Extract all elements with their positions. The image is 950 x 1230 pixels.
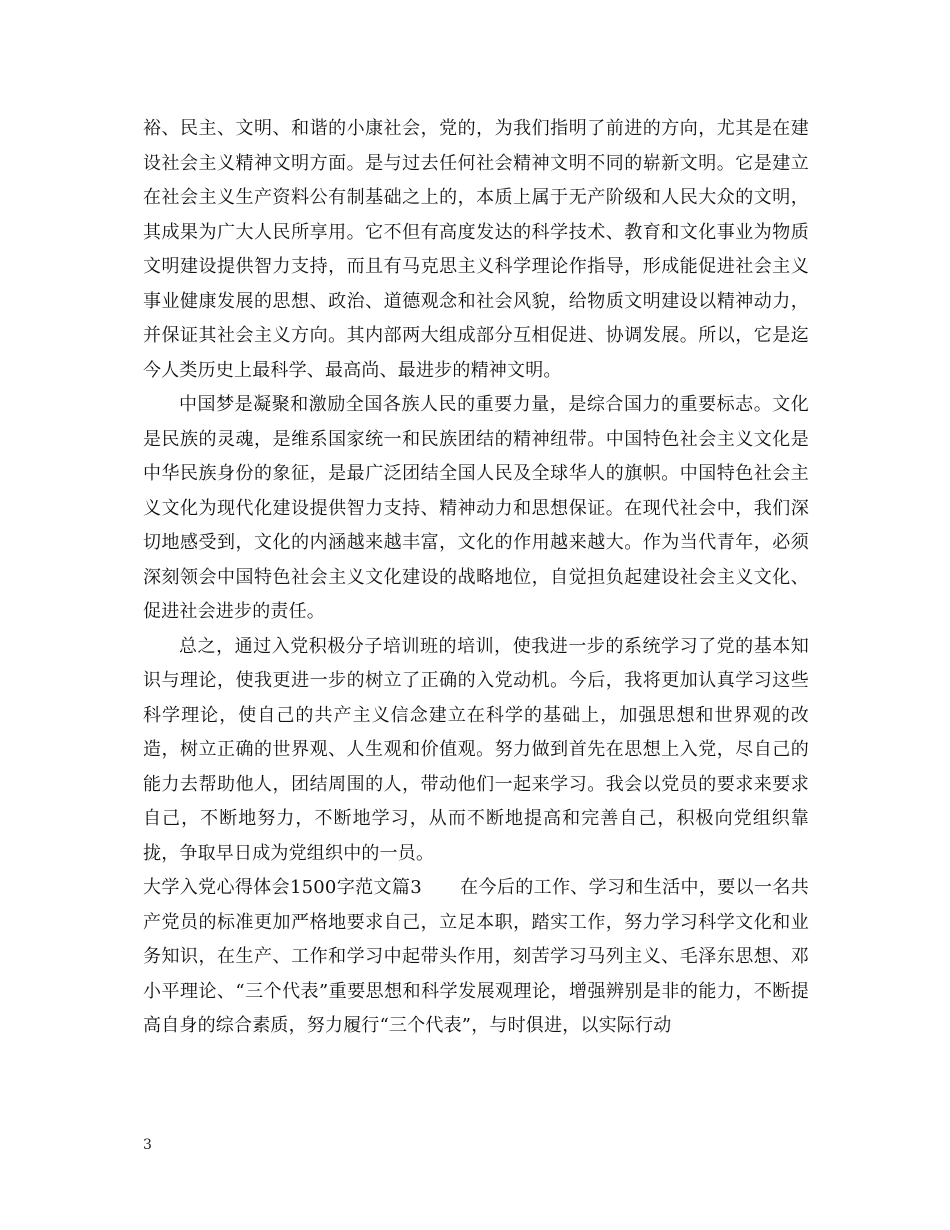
section-title: 大学入党心得体会1500字范文篇3 <box>143 877 422 898</box>
paragraph-3: 总之，通过入党积极分子培训班的培训，使我进一步的系统学习了党的基本知识与理论，使我更进一步的树立了正确的入党动机。今后，我将更加认真学习这些科学理论，使自己的共产主义信念建立在科学的基础上，加强思想和世界观的改造，树立正确的世界观、人生观和价值观。努力做到首先在思想上入党，尽自己的能力去帮助他人，团结周围的人，带动他们一起来学习。我会以党员的要求来要求自己，不断地努力，不断地学习，从而不断地提高和完善自己，积极向党组织靠拢，争取早日成为党组织中的一员。 <box>143 635 809 864</box>
section-paragraph <box>143 871 809 1044</box>
document-body <box>143 112 809 1044</box>
paragraph-2: 中国梦是凝聚和激励全国各族人民的重要力量，是综合国力的重要标志。文化是民族的灵魂，是维系国家统一和民族团结的精神纽带。中国特色社会主义文化是中华民族身份的象征，是最广泛团结全国人民及全球华人的旗帜。中国特色社会主义文化为现代化建设提供智力支持、精神动力和思想保证。在现代社会中，我们深切地感受到，文化的内涵越来越丰富，文化的作用越来越大。作为当代青年，必须深刻领会中国特色社会主义文化建设的战略地位，自觉担负起建设社会主义文化、促进社会进步的责任。 <box>143 394 809 622</box>
section-text: 在今后的工作、学习和生活中，要以一名共产党员的标准更加严格地要求自己，立足本职，踏实工作，努力学习科学文化和业务知识，在生产、工作和学习中起带头作用，刻苦学习马列主义、毛泽东思想、邓小平理论、“三个代表”重要思想和科学发展观理论，增强辨别是非的能力，不断提高自身的综合素质，努力履行“三个代表”，与时俱进，以实际行动 <box>143 877 809 1036</box>
page-number: 3 <box>143 1137 152 1153</box>
paragraph-1: 裕、民主、文明、和谐的小康社会，党的，为我们指明了前进的方向，尤其是在建设社会主义精神文明方面。是与过去任何社会精神文明不同的崭新文明。它是建立在社会主义生产资料公有制基础之上的，本质上属于无产阶级和人民大众的文明，其成果为广大人民所享用。它不但有高度发达的科学技术、教育和文化事业为物质文明建设提供智力支持，而且有马克思主义科学理论作指导，形成能促进社会主义事业健康发展的思想、政治、道德观念和社会风貌，给物质文明建设以精神动力，并保证其社会主义方向。其内部两大组成部分互相促进、协调发展。所以，它是迄今人类历史上最科学、最高尚、最进步的精神文明。 <box>143 118 809 381</box>
